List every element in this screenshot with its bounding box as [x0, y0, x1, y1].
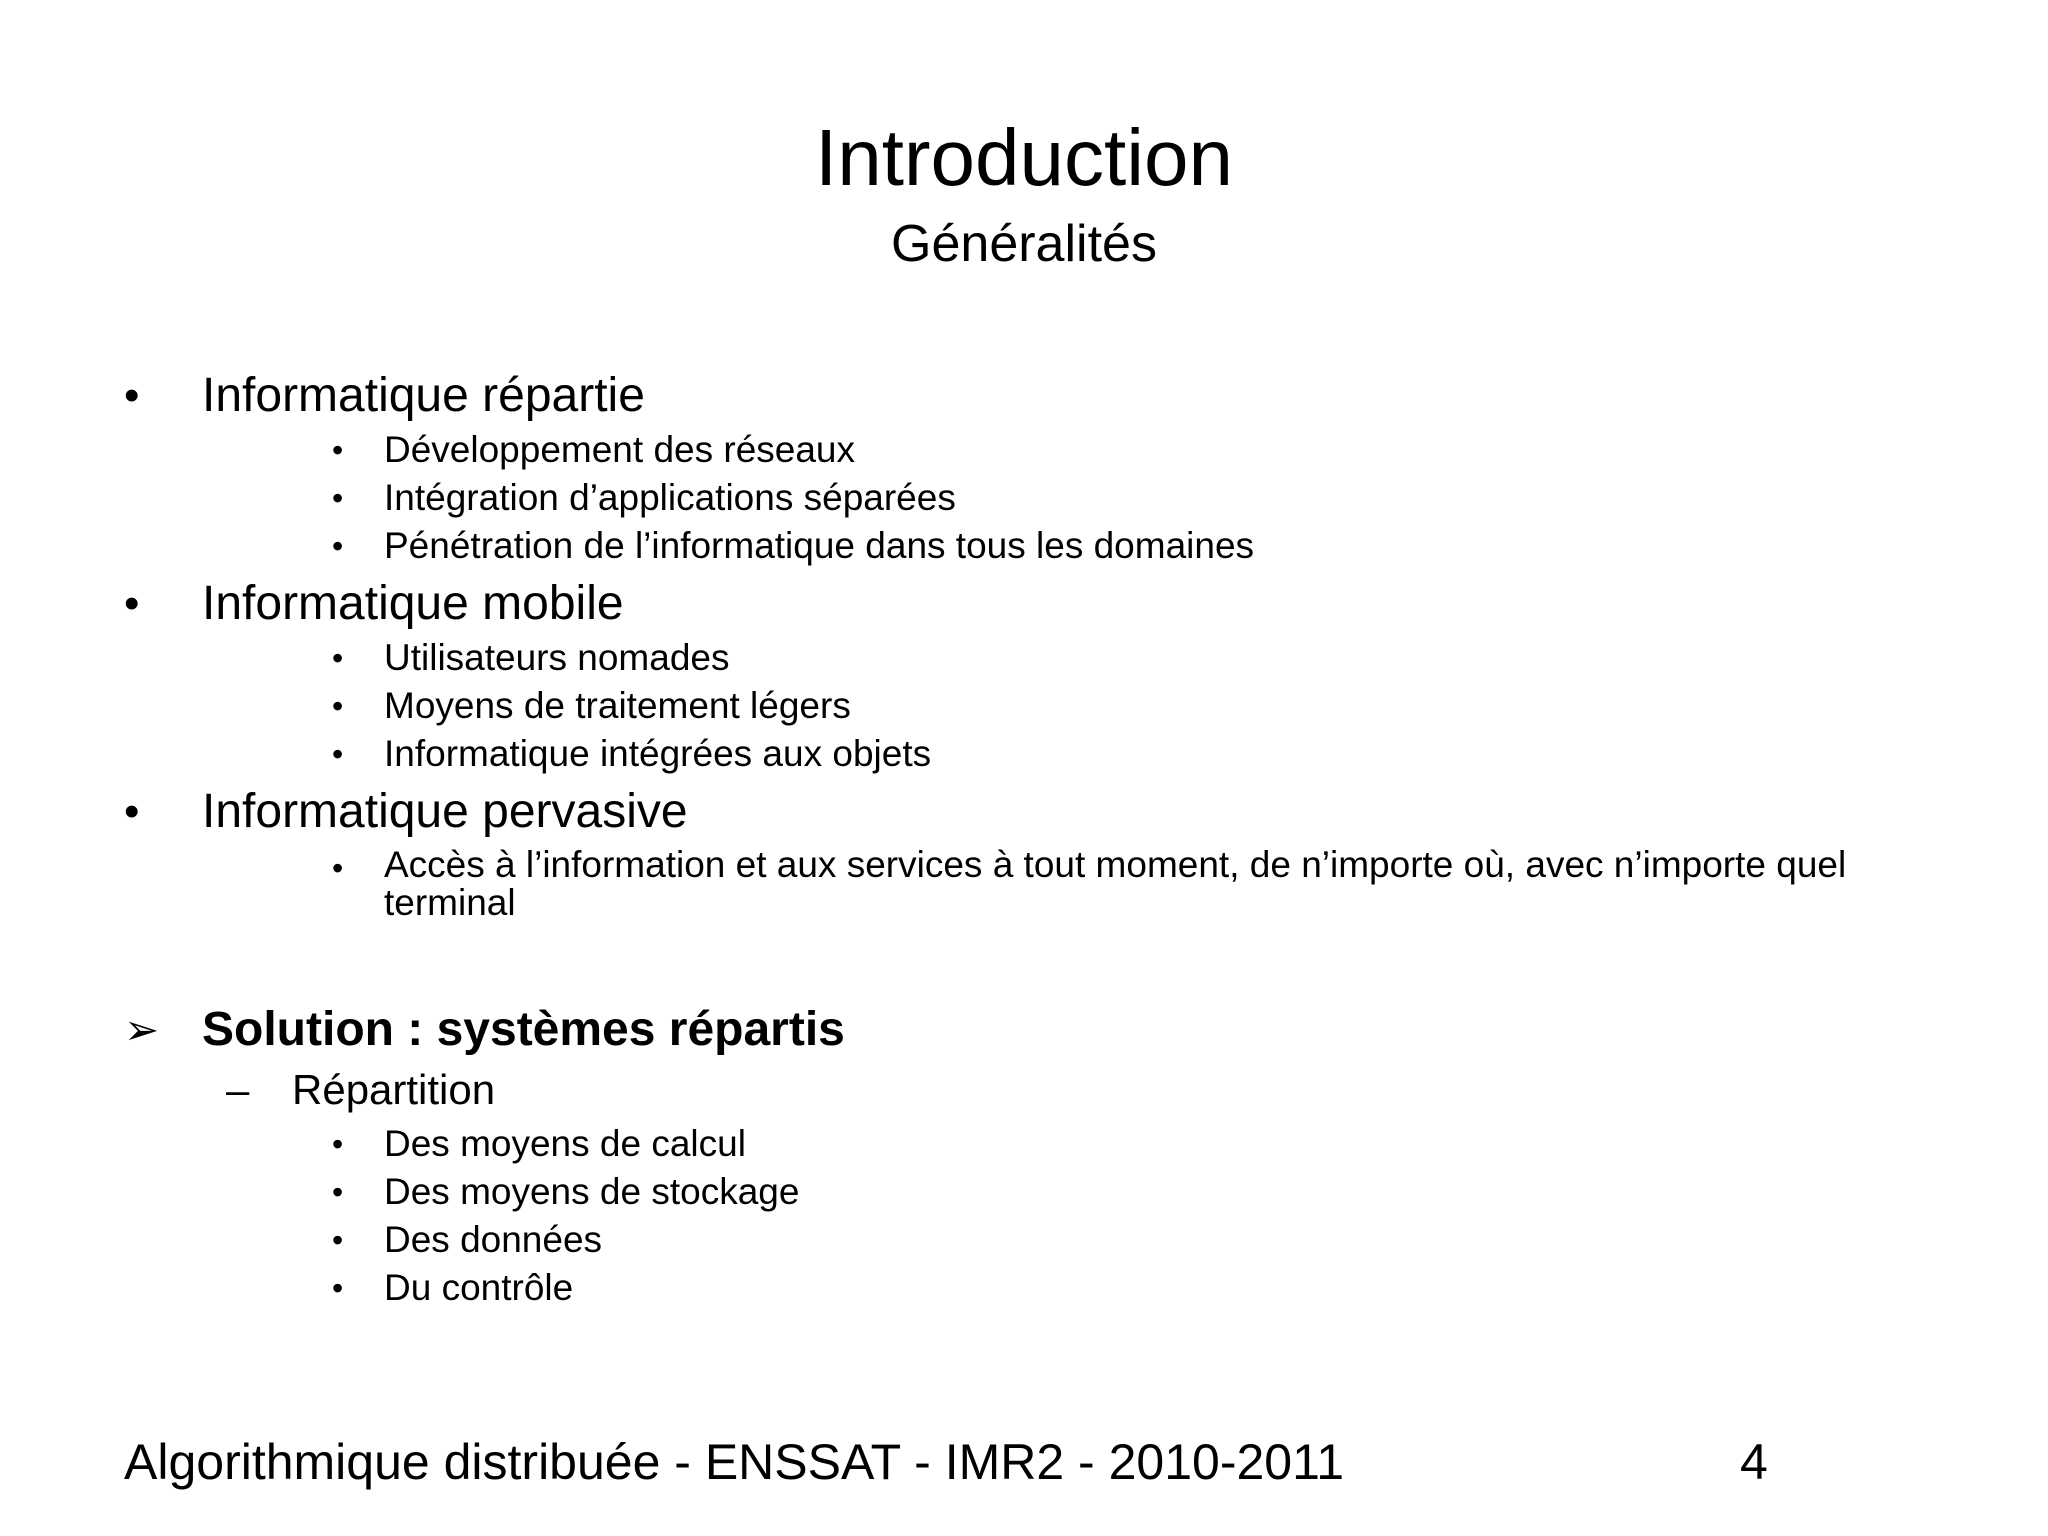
list-item-text: Intégration d’applications séparées: [384, 477, 956, 518]
bullet-icon: •: [124, 371, 140, 420]
slide-title: Introduction: [814, 113, 1234, 202]
list-item-text: Du contrôle: [384, 1267, 574, 1308]
list-item-text: Moyens de traitement légers: [384, 685, 851, 726]
bullet-icon: •: [124, 579, 140, 628]
solution-heading-text: Solution : systèmes répartis: [202, 1003, 845, 1056]
footer-page-number: 4: [1740, 1434, 1768, 1490]
list-item-text: Des moyens de calcul: [384, 1123, 746, 1164]
footer-course: Algorithmique distribuée - ENSSAT - IMR2 - 2010-2011: [124, 1434, 1344, 1490]
dash-icon: –: [226, 1066, 250, 1113]
bullet-icon: •: [332, 1174, 344, 1210]
solution-subheading-text: Répartition: [292, 1066, 496, 1113]
bullet-icon: •: [332, 640, 344, 676]
list-item-text: Des données: [384, 1219, 603, 1260]
bullet-icon: •: [332, 688, 344, 724]
bullet-icon: •: [332, 850, 344, 886]
arrow-bullet-icon: ➢: [124, 1006, 160, 1053]
slide-subtitle: Généralités: [891, 215, 1157, 273]
list-item-text: Accès à l’information et aux services à tout moment, de n’importe où, avec n’importe quel terminal: [384, 844, 1847, 923]
bullet-icon: •: [332, 528, 344, 564]
list-item-text: Utilisateurs nomades: [384, 637, 730, 678]
section-heading-text: Informatique répartie: [202, 369, 645, 422]
bullet-icon: •: [332, 1126, 344, 1162]
bullet-icon: •: [332, 432, 344, 468]
bullet-icon: •: [332, 1270, 344, 1306]
section-heading-text: Informatique pervasive: [202, 785, 688, 838]
list-item-text: Pénétration de l’informatique dans tous les domaines: [384, 525, 1255, 566]
list-item-text: Informatique intégrées aux objets: [384, 733, 932, 774]
bullet-icon: •: [124, 787, 140, 836]
list-item-text: Développement des réseaux: [384, 429, 856, 470]
section-heading-text: Informatique mobile: [202, 577, 624, 630]
list-item-text: Des moyens de stockage: [384, 1171, 800, 1212]
bullet-icon: •: [332, 480, 344, 516]
bullet-icon: •: [332, 736, 344, 772]
bullet-icon: •: [332, 1222, 344, 1258]
